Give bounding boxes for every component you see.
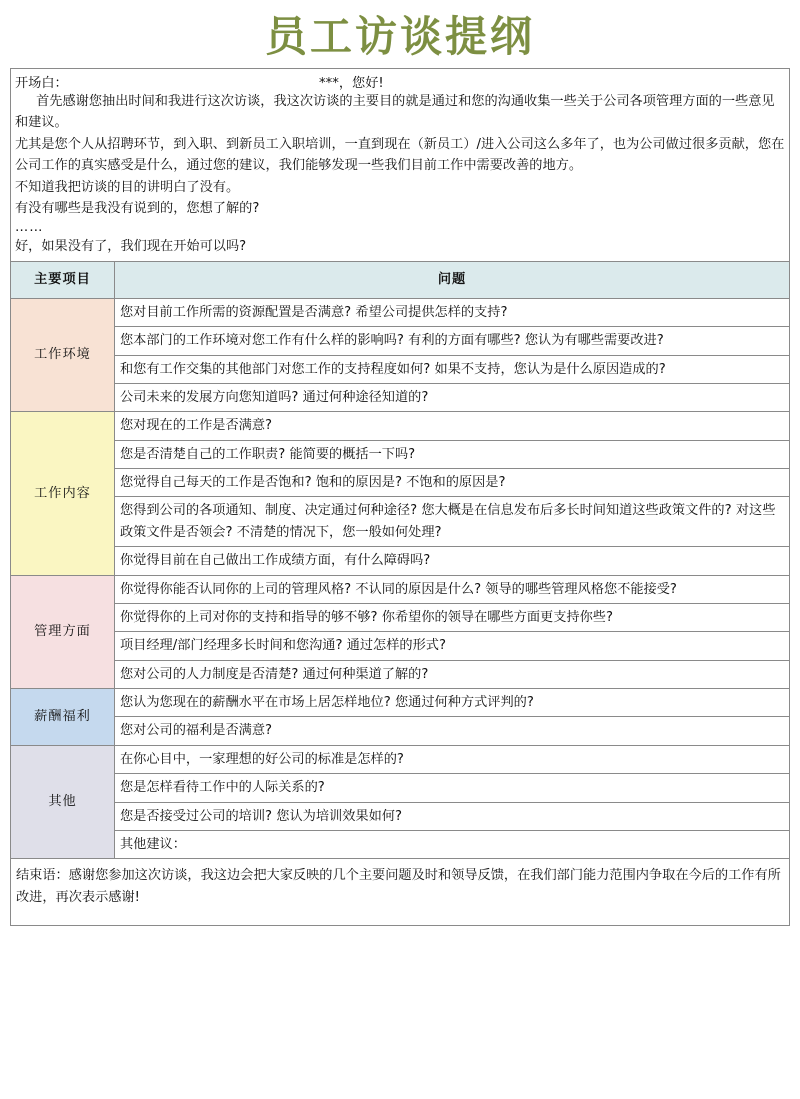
- table-row: [11, 802, 790, 830]
- table-row: [11, 298, 790, 326]
- table-row: [11, 603, 790, 631]
- header-category: 主要项目: [11, 261, 115, 298]
- intro-paragraph-3: 不知道我把访谈的目的讲明白了没有。: [15, 179, 240, 195]
- table-row: [11, 355, 790, 383]
- table-row: [11, 632, 790, 660]
- intro-label: 开场白：: [15, 76, 68, 91]
- question-cell: 你觉得你能否认同你的上司的管理风格? 不认同的原因是什么? 领导的哪些管理风格您不能接受?: [115, 575, 790, 603]
- category-cell-compensation: 薪酬福利: [11, 689, 115, 746]
- table-row: [11, 469, 790, 497]
- category-cell-other: 其他: [11, 745, 115, 859]
- category-cell-management: 管理方面: [11, 575, 115, 689]
- category-cell-work-environment: 工作环境: [11, 298, 115, 412]
- question-cell: 你觉得你的上司对你的支持和指导的够不够? 你希望你的领导在哪些方面更支持你些?: [115, 603, 790, 631]
- question-cell: 您是否接受过公司的培训? 您认为培训效果如何?: [115, 802, 790, 830]
- table-row: [11, 440, 790, 468]
- question-cell: 您对公司的人力制度是否清楚? 通过何种渠道了解的?: [115, 660, 790, 688]
- title-band: [10, 6, 790, 68]
- table-row: [11, 745, 790, 773]
- question-cell: 和您有工作交集的其他部门对您工作的支持程度如何? 如果不支持，您认为是什么原因造成的?: [115, 355, 790, 383]
- intro-ellipsis: ……: [15, 220, 44, 236]
- question-cell: 您觉得自己每天的工作是否饱和? 饱和的原因是? 不饱和的原因是?: [115, 469, 790, 497]
- question-cell: 公司未来的发展方向您知道吗? 通过何种途径知道的?: [115, 383, 790, 411]
- question-cell: 您对目前工作所需的资源配置是否满意? 希望公司提供怎样的支持?: [115, 298, 790, 326]
- page-title: 员工访谈提纲: [264, 12, 535, 61]
- question-cell: 您是怎样看待工作中的人际关系的?: [115, 774, 790, 802]
- header-question: 问题: [115, 261, 790, 298]
- question-cell: 在你心目中，一家理想的好公司的标准是怎样的?: [115, 745, 790, 773]
- question-cell: 你觉得目前在自己做出工作成绩方面，有什么障碍吗?: [115, 547, 790, 575]
- table-row: [11, 660, 790, 688]
- intro-section: [10, 68, 790, 261]
- question-cell: 您是否清楚自己的工作职责? 能简要的概括一下吗?: [115, 440, 790, 468]
- intro-greeting: ***，您好!: [319, 76, 384, 91]
- table-row: [11, 830, 790, 858]
- question-cell: 项目经理/部门经理多长时间和您沟通? 通过怎样的形式?: [115, 632, 790, 660]
- table-row: [11, 327, 790, 355]
- question-cell: 您本部门的工作环境对您工作有什么样的影响吗? 有利的方面有哪些? 您认为有哪些需要改进?: [115, 327, 790, 355]
- question-cell: 您对公司的福利是否满意?: [115, 717, 790, 745]
- intro-paragraph-1: 首先感谢您抽出时间和我进行这次访谈，我这次访谈的主要目的就是通过和您的沟通收集一些关于公司各项管理方面的一些意见和建议。: [15, 94, 775, 131]
- question-cell: 您认为您现在的薪酬水平在市场上居怎样地位? 您通过何种方式评判的?: [115, 689, 790, 717]
- table-row: [11, 383, 790, 411]
- table-row: [11, 412, 790, 440]
- question-cell: 其他建议：: [115, 830, 790, 858]
- question-cell: 您对现在的工作是否满意?: [115, 412, 790, 440]
- table-row: [11, 774, 790, 802]
- intro-paragraph-2: 尤其是您个人从招聘环节，到入职、到新员工入职培训，一直到现在（新员工）/进入公司这么多年了，也为公司做过很多贡献，您在公司工作的真实感受是什么，通过您的建议，我们能够发现一些我们目前工作中需要改善的地方。: [15, 136, 785, 174]
- table-row: [11, 717, 790, 745]
- table-row: [11, 689, 790, 717]
- table-header-row: [11, 261, 790, 298]
- closing-section: [10, 859, 790, 926]
- table-body: [11, 298, 790, 859]
- intro-paragraph-4: 有没有哪些是我没有说到的，您想了解的?: [15, 200, 260, 216]
- intro-opening-line: [15, 72, 785, 91]
- table-row: [11, 497, 790, 547]
- table-row: [11, 575, 790, 603]
- closing-text: 结束语：感谢您参加这次访谈，我这边会把大家反映的几个主要问题及时和领导反馈，在我们部门能力范围内争取在今后的工作有所改进，再次表示感谢!: [16, 868, 781, 906]
- question-cell: 您得到公司的各项通知、制度、决定通过何种途径? 您大概是在信息发布后多长时间知道这些政策文件的? 对这些政策文件是否领会? 不清楚的情况下，您一般如何处理?: [115, 497, 790, 547]
- interview-table: [10, 261, 790, 860]
- intro-paragraph-5: 好，如果没有了，我们现在开始可以吗?: [15, 239, 247, 255]
- table-row: [11, 547, 790, 575]
- category-cell-work-content: 工作内容: [11, 412, 115, 575]
